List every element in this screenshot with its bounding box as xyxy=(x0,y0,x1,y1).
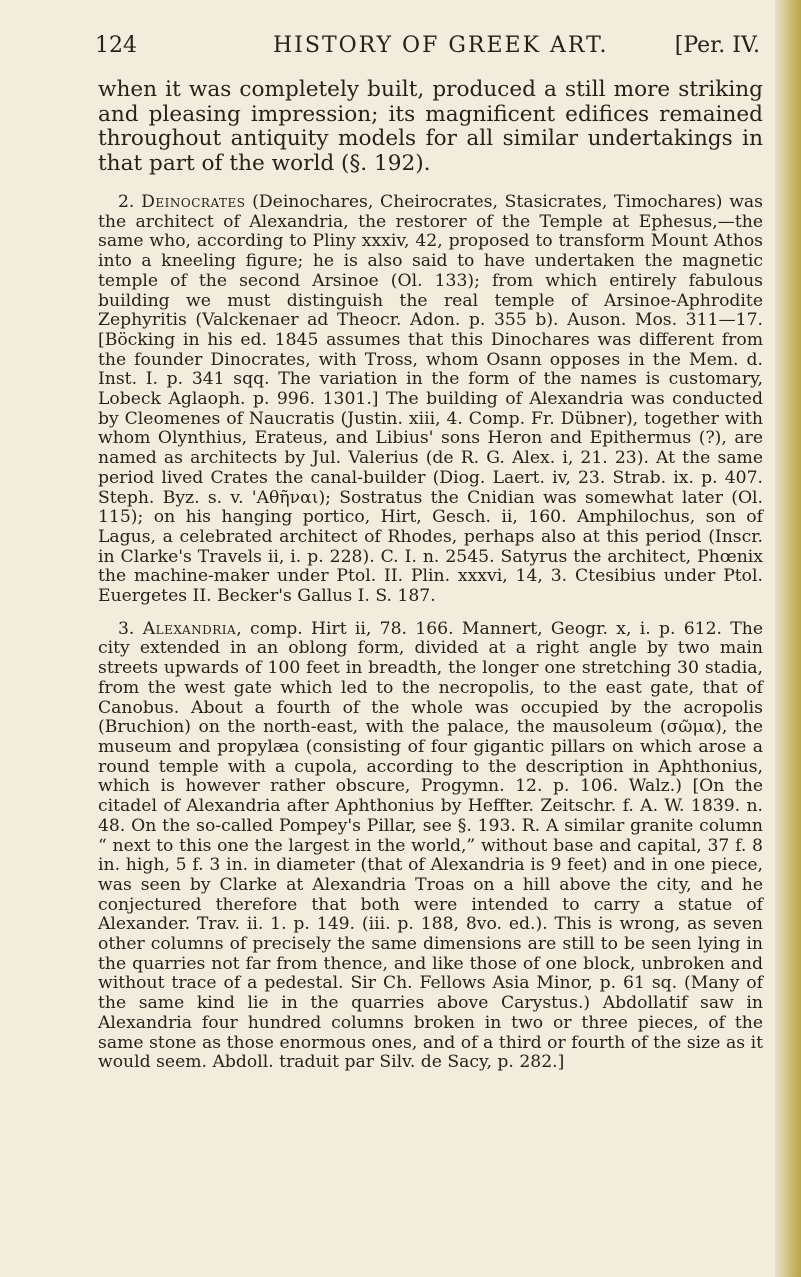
page-edge-shadow xyxy=(775,0,801,1277)
note-heading: Deinocrates xyxy=(141,192,246,212)
note-heading: Alexandria xyxy=(142,618,237,639)
page-body xyxy=(98,78,763,1073)
note-number: 3. xyxy=(118,618,135,639)
note-section-alexandria xyxy=(98,620,763,1073)
note-section-deinocrates xyxy=(98,193,763,607)
note-text: (Deinochares, Cheirocrates, Stasicrates, Timochares) was the architect of Alexandria, the restorer of the Temple at Ephesus,—the same who, according to Pliny xxxiv, 42, proposed to transform Mount Athos into a kneeling figure; he is also said to have undertaken the magnetic temple of the second Arsinoe (Ol. 133); from which entirely fabulous building we must distinguish the real temple of Arsinoe-Aphrodite Zephyritis (Valckenaer ad Theocr. Adon. p. 355 b). Auson. Mos. 311—17. [Böcking in his ed. 1845 assumes that this Dinochares was different from the founder Dinocrates, with Tross, whom Osann opposes in the Mem. d. Inst. I. p. 341 sqq. The variation in the form of the names is customary, Lobeck Aglaoph. p. 996. 1301.] The building of Alexandria was conducted by Cleomenes of Naucratis (Justin. xiii, 4. Comp. Fr. Dübner), together with whom Olynthius, Erateus, and Libius' sons Heron and Epithermus (?), are named as architects by Jul. Valerius (de R. G. Alex. i, 21. 23). At the same period lived Crates the canal-builder (Diog. Laert. iv, 23. Strab. ix. p. 407. Steph. Byz. s. v. 'Αθῆναι); Sostratus the Cnidian was somewhat later (Ol. 115); on his hanging portico, Hirt, Gesch. ii, 160. Amphilochus, son of Lagus, a celebrated architect of Rhodes, perhaps also at this period (Inscr. in Clarke's Travels ii, i. p. 228). C. I. n. 2545. Satyrus the architect, Phœnix the machine-maker under Ptol. II. Plin. xxxvi, 14, 3. Ctesibius under Ptol. Euergetes II. Becker's Gallus I. S. 187. xyxy=(98,192,763,607)
note-text: , comp. Hirt ii, 78. 166. Mannert, Geogr. x, i. p. 612. The city extended in an oblong form, divided at a right angle by two main streets upwards of 100 feet in breadth, the longer one stretching 30 stadia, from the west gate which led to the necropolis, to the east gate, that of Canobus. About a fourth of the whole was occupied by the acropolis (Bruchion) on the north-east, with the palace, the mausoleum (σῶμα), the museum and propylæa (consisting of four gigantic pillars on which arose a round temple with a cupola, according to the description in Aphthonius, which is however rather obscure, Progymn. 12. p. 106. Walz.) [On the citadel of Alexandria after Aphthonius by Heffter. Zeitschr. f. A. W. 1839. n. 48. On the so-called Pompey's Pillar, see §. 193. R. A similar granite column “ next to this one the largest in the world,” without base and capital, 37 f. 8 in. high, 5 f. 3 in. in diameter (that of Alexandria is 9 feet) and in one piece, was seen by Clarke at Alexandria Troas on a hill above the city, and he conjectured therefore that both were intended to carry a statue of Alexander. Trav. ii. 1. p. 149. (iii. p. 188, 8vo. ed.). This is wrong, as seven other columns of precisely the same dimensions are still to be seen lying in the quarries not far from thence, and like those of one block, unbroken and without trace of a pedestal. Sir Ch. Fellows Asia Minor, p. 61 sq. (Many of the same kind lie in the quarries above Carystus.) Abdollatif saw in Alexandria four hundred columns broken in two or three pieces, of the same stone as those enormous ones, and of a third or fourth of the size as it would seem. Abdoll. traduit par Silv. de Sacy, p. 282.] xyxy=(98,618,763,1073)
period-label: [Per. IV. xyxy=(674,33,760,58)
running-title: HISTORY OF GREEK ART. xyxy=(273,33,609,58)
note-number: 2. xyxy=(118,192,135,212)
lead-paragraph: when it was completely built, produced a still more striking and pleasing impression; its magnificent edifices remained throughout antiquity models for all similar undertakings in that part of the world (§. 192). xyxy=(98,77,763,176)
page-number: 124 xyxy=(95,33,137,58)
running-header xyxy=(95,29,760,63)
